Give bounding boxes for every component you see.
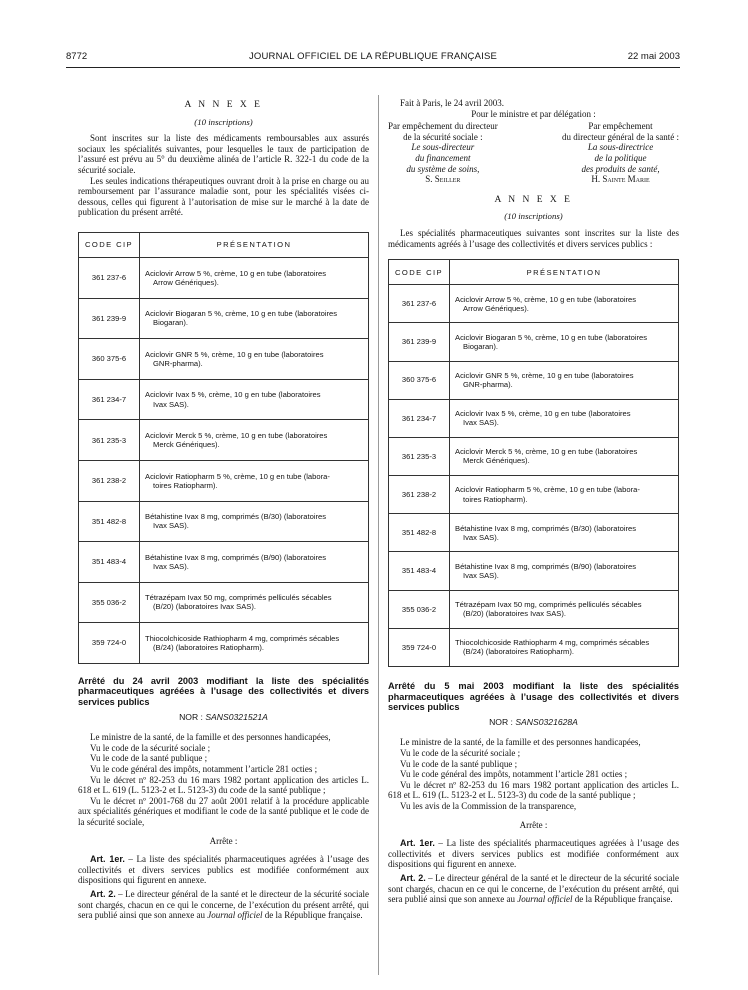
table-row (79, 623, 369, 664)
signatures (388, 121, 679, 185)
signatory-name: H. Sainte Marie (591, 174, 650, 185)
signature-left: Par empêchement du directeur de la sécurité sociale : Le sous-directeur du financement du système de soins, S. Seiller (388, 121, 498, 185)
article-2 (78, 889, 369, 921)
visa: Vu le décret nº 2001-768 du 27 août 2001 relatif à la procédure applicable aux spécialités génériques et modifiant le code de la santé publique et le code de la sécurité sociale, (78, 795, 369, 827)
arrete-label: Arrête : (209, 835, 238, 846)
annexe-title: A N N E X E (184, 100, 263, 110)
article-1-text: – La liste des spécialités pharmaceutiques agréées à l’usage des collectivités et divers services publics est modifiée conformément aux dispositions qui figurent en annexe. (388, 838, 679, 870)
cip-code: 351 483-4 (79, 542, 140, 583)
article-2-label: Art. 2. (400, 872, 426, 883)
table-row (79, 501, 369, 542)
presentation (450, 476, 679, 514)
header-presentation: PRÉSENTATION (450, 260, 679, 285)
right-column (388, 98, 679, 905)
article-2-label: Art. 2. (90, 888, 116, 899)
cip-table (78, 232, 369, 664)
visa: Vu le code de la sécurité sociale ; (400, 747, 521, 758)
presentation-line: Aciclovir Arrow 5 %, crème, 10 g en tube (laboratoires (455, 294, 637, 304)
presentation (140, 623, 369, 664)
inscriptions-count: (10 inscriptions) (194, 116, 253, 127)
presentation-line: Aciclovir Ratiopharm 5 %, crème, 10 g en tube (labora- (455, 485, 640, 495)
header-cip: CODE CIP (389, 260, 450, 285)
article-2-end: de la République française. (262, 910, 363, 921)
cip-code: 361 238-2 (389, 476, 450, 514)
pour-le-ministre: Pour le ministre et par délégation : (471, 108, 596, 119)
presentation-line: Aciclovir Ivax 5 %, crème, 10 g en tube (laboratoires (145, 390, 321, 400)
article-1-label: Art. 1er. (400, 838, 435, 849)
presentation-line: Bétahistine Ivax 8 mg, comprimés (B/90) (laboratoires (145, 552, 327, 562)
presentation-line: Biogaran). (153, 318, 189, 328)
presentation-line: Bétahistine Ivax 8 mg, comprimés (B/30) (laboratoires (455, 523, 637, 533)
presentation-line: Biogaran). (463, 341, 499, 351)
header-rule (66, 67, 680, 68)
presentation (450, 361, 679, 399)
table-row (79, 257, 369, 298)
cip-code: 361 237-6 (79, 257, 140, 298)
presentation-line: GNR-pharma). (153, 358, 203, 368)
presentation-line: toires Ratiopharm). (463, 494, 528, 504)
annexe-title: A N N E X E (494, 194, 573, 205)
table-row (389, 285, 679, 323)
presentation (450, 514, 679, 552)
header-cip: CODE CIP (79, 232, 140, 257)
visa: Vu le code de la santé publique ; (90, 753, 208, 764)
paragraph: Sont inscrites sur la liste des médicaments remboursables aux assurés sociaux les spécialités suivantes, pour lesquelles le taux de participation de l’assuré est prévu au 5° du deuxième alinéa de l’article R. 322-1 du code de la sécurité sociale. (78, 133, 369, 175)
table-row (79, 420, 369, 461)
presentation-line: Aciclovir Biogaran 5 %, crème, 10 g en tube (laboratoires (455, 332, 648, 342)
presentation (140, 501, 369, 542)
left-column (78, 96, 369, 921)
intro: Le ministre de la santé, de la famille et des personnes handicapées, (90, 732, 331, 743)
table-row (79, 542, 369, 583)
presentation-line: Ivax SAS). (463, 532, 499, 542)
article-2-text: – Le directeur général de la santé et le directeur de la sécurité sociale sont chargés, chacun en ce qui le concerne, de l’exécution du présent arrêté, qui sera publié ainsi que son annexe au (388, 872, 679, 905)
presentation (450, 323, 679, 361)
table-row (79, 582, 369, 623)
cip-code: 351 482-8 (389, 514, 450, 552)
table-row (79, 339, 369, 380)
nor-label: NOR : (489, 716, 513, 727)
cip-code: 359 724-0 (389, 628, 450, 666)
journal-officiel: Journal officiel (517, 894, 573, 905)
issue-date: 22 mai 2003 (627, 51, 680, 62)
cip-code: 361 239-9 (389, 323, 450, 361)
cip-code: 355 036-2 (79, 582, 140, 623)
table-row (389, 552, 679, 590)
paragraph: Les spécialités pharmaceutiques suivantes sont inscrites sur la liste des médicaments agréés à l’usage des collectivités et divers services publics : (388, 227, 679, 249)
presentation-line: Ivax SAS). (463, 571, 499, 581)
table-row (389, 361, 679, 399)
presentation-line: Aciclovir Merck 5 %, crème, 10 g en tube (laboratoires (145, 430, 328, 440)
presentation (140, 420, 369, 461)
signature-right: Par empêchement du directeur général de la santé : La sous-directrice de la politique des produits de santé, H. Sainte Marie (562, 121, 679, 185)
presentation (140, 379, 369, 420)
article-2-text: – Le directeur général de la santé et le directeur de la sécurité sociale sont chargés, chacun en ce qui le concerne, de l’exécution du présent arrêté, qui sera publié ainsi que son annexe au (78, 888, 369, 921)
presentation (140, 257, 369, 298)
presentation-line: Thiocolchicoside Rathiopharm 4 mg, comprimés sécables (455, 638, 650, 648)
intro: Le ministre de la santé, de la famille et des personnes handicapées, (400, 737, 641, 748)
nor-label: NOR : (179, 711, 203, 722)
visa: Vu le code de la santé publique ; (400, 758, 518, 769)
presentation-line: (B/20) (laboratoires Ivax SAS). (153, 602, 256, 612)
presentation-line: Aciclovir Merck 5 %, crème, 10 g en tube (laboratoires (455, 447, 638, 457)
fait-a-paris: Fait à Paris, le 24 avril 2003. (400, 98, 504, 108)
nor-reference (78, 712, 369, 723)
presentation (140, 582, 369, 623)
visa: Vu le code de la sécurité sociale ; (90, 742, 211, 753)
presentation-line: Merck Génériques). (153, 440, 220, 450)
cip-code: 351 483-4 (389, 552, 450, 590)
presentation-line: Aciclovir Ivax 5 %, crème, 10 g en tube (laboratoires (455, 409, 631, 419)
visa: Vu le code général des impôts, notamment l’article 281 octies ; (90, 764, 318, 775)
cip-code: 361 239-9 (79, 298, 140, 339)
visa: Vu le code général des impôts, notamment l’article 281 octies ; (400, 769, 628, 780)
table-row (389, 590, 679, 628)
presentation-line: Arrow Génériques). (463, 303, 529, 313)
table-row (389, 628, 679, 666)
presentation (450, 399, 679, 437)
presentation (450, 628, 679, 666)
presentation-line: toires Ratiopharm). (153, 480, 218, 490)
cip-code: 360 375-6 (389, 361, 450, 399)
presentation-line: (B/20) (laboratoires Ivax SAS). (463, 609, 566, 619)
presentation-line: Aciclovir GNR 5 %, crème, 10 g en tube (laboratoires (455, 370, 634, 380)
signatory-name: S. Seiller (425, 174, 461, 185)
table-row (79, 298, 369, 339)
presentation-line: Tétrazépam Ivax 50 mg, comprimés pelliculés sécables (145, 593, 332, 603)
presentation-line: Thiocolchicoside Rathiopharm 4 mg, comprimés sécables (145, 633, 340, 643)
presentation (450, 552, 679, 590)
presentation-line: GNR-pharma). (463, 380, 513, 390)
page-header (66, 51, 680, 65)
presentation (140, 460, 369, 501)
presentation-line: Ivax SAS). (153, 399, 189, 409)
cip-code: 355 036-2 (389, 590, 450, 628)
cip-code: 361 237-6 (389, 285, 450, 323)
presentation-line: (B/24) (laboratoires Ratiopharm). (463, 647, 574, 657)
visa: Vu le décret nº 82-253 du 16 mars 1982 portant application des articles L. 618 et L. 619 (L. 5123-2 et L. 5123-3) du code de la santé publique ; (78, 774, 369, 796)
article-1-text: – La liste des spécialités pharmaceutiques agréées à l’usage des collectivités et divers services publics est modifiée conformément aux dispositions qui figurent en annexe. (78, 854, 369, 886)
table-row (79, 460, 369, 501)
cip-code: 361 235-3 (389, 437, 450, 475)
article-1-label: Art. 1er. (90, 854, 125, 865)
visa: Vu les avis de la Commission de la transparence, (400, 800, 577, 811)
presentation (140, 298, 369, 339)
paragraph: Les seules indications thérapeutiques ouvrant droit à la prise en charge ou au remboursement par l’assurance maladie sont, pour les spécialités visées ci-dessous, celles qui figurent à l’autorisation de mise sur le marché à la date de publication du présent arrêté. (78, 175, 369, 218)
cip-code: 361 234-7 (389, 399, 450, 437)
table-row (389, 399, 679, 437)
cip-code: 361 234-7 (79, 379, 140, 420)
table-header-row (389, 260, 679, 285)
arrete-label: Arrête : (519, 819, 548, 830)
cip-code: 359 724-0 (79, 623, 140, 664)
header-presentation: PRÉSENTATION (140, 232, 369, 257)
column-separator (378, 95, 379, 975)
cip-code: 361 238-2 (79, 460, 140, 501)
article-2 (388, 873, 679, 905)
table-row (389, 476, 679, 514)
table-row (389, 437, 679, 475)
table-row (389, 514, 679, 552)
presentation-line: Bétahistine Ivax 8 mg, comprimés (B/90) (laboratoires (455, 561, 637, 571)
presentation (450, 437, 679, 475)
nor-value: SANS0321521A (205, 711, 268, 722)
presentation (140, 542, 369, 583)
article-2-end: de la République française. (572, 894, 673, 905)
presentation-line: Aciclovir Arrow 5 %, crème, 10 g en tube (laboratoires (145, 268, 327, 278)
nor-reference (388, 717, 679, 728)
article-1 (78, 854, 369, 886)
presentation-line: Aciclovir GNR 5 %, crème, 10 g en tube (laboratoires (145, 349, 324, 359)
presentation-line: Aciclovir Biogaran 5 %, crème, 10 g en tube (laboratoires (145, 309, 338, 319)
presentation-line: Merck Génériques). (463, 456, 530, 466)
journal-title: JOURNAL OFFICIEL DE LA RÉPUBLIQUE FRANÇAISE (248, 51, 498, 62)
presentation-line: Ivax SAS). (463, 418, 499, 428)
cip-code: 360 375-6 (79, 339, 140, 380)
article-1 (388, 838, 679, 870)
nor-value: SANS0321628A (515, 716, 578, 727)
presentation (450, 285, 679, 323)
presentation-line: Ivax SAS). (153, 521, 189, 531)
visa: Vu le décret nº 82-253 du 16 mars 1982 portant application des articles L. 618 et L. 619 (L. 5123-2 et L. 5123-3) du code de la santé publique ; (388, 779, 679, 801)
table-row (389, 323, 679, 361)
journal-officiel: Journal officiel (207, 910, 263, 921)
cip-code: 351 482-8 (79, 501, 140, 542)
presentation-line: Bétahistine Ivax 8 mg, comprimés (B/30) (laboratoires (145, 512, 327, 522)
presentation-line: Tétrazépam Ivax 50 mg, comprimés pelliculés sécables (455, 600, 642, 610)
cip-table (388, 259, 679, 667)
table-row (79, 379, 369, 420)
presentation (450, 590, 679, 628)
inscriptions-count: (10 inscriptions) (504, 211, 563, 222)
presentation-line: Ivax SAS). (153, 561, 189, 571)
presentation-line: (B/24) (laboratoires Ratiopharm). (153, 643, 264, 653)
page-number: 8772 (66, 51, 88, 62)
table-header-row (79, 232, 369, 257)
cip-code: 361 235-3 (79, 420, 140, 461)
arrete-title: Arrêté du 5 mai 2003 modifiant la liste des spécialités pharmaceutiques agréées à l’usage des collectivités et divers services publics (388, 681, 679, 713)
arrete-title: Arrêté du 24 avril 2003 modifiant la liste des spécialités pharmaceutiques agréées à l’usage des collectivités et divers services publics (78, 675, 369, 708)
presentation-line: Aciclovir Ratiopharm 5 %, crème, 10 g en tube (labora- (145, 471, 330, 481)
presentation-line: Arrow Génériques). (153, 277, 219, 287)
presentation (140, 339, 369, 380)
